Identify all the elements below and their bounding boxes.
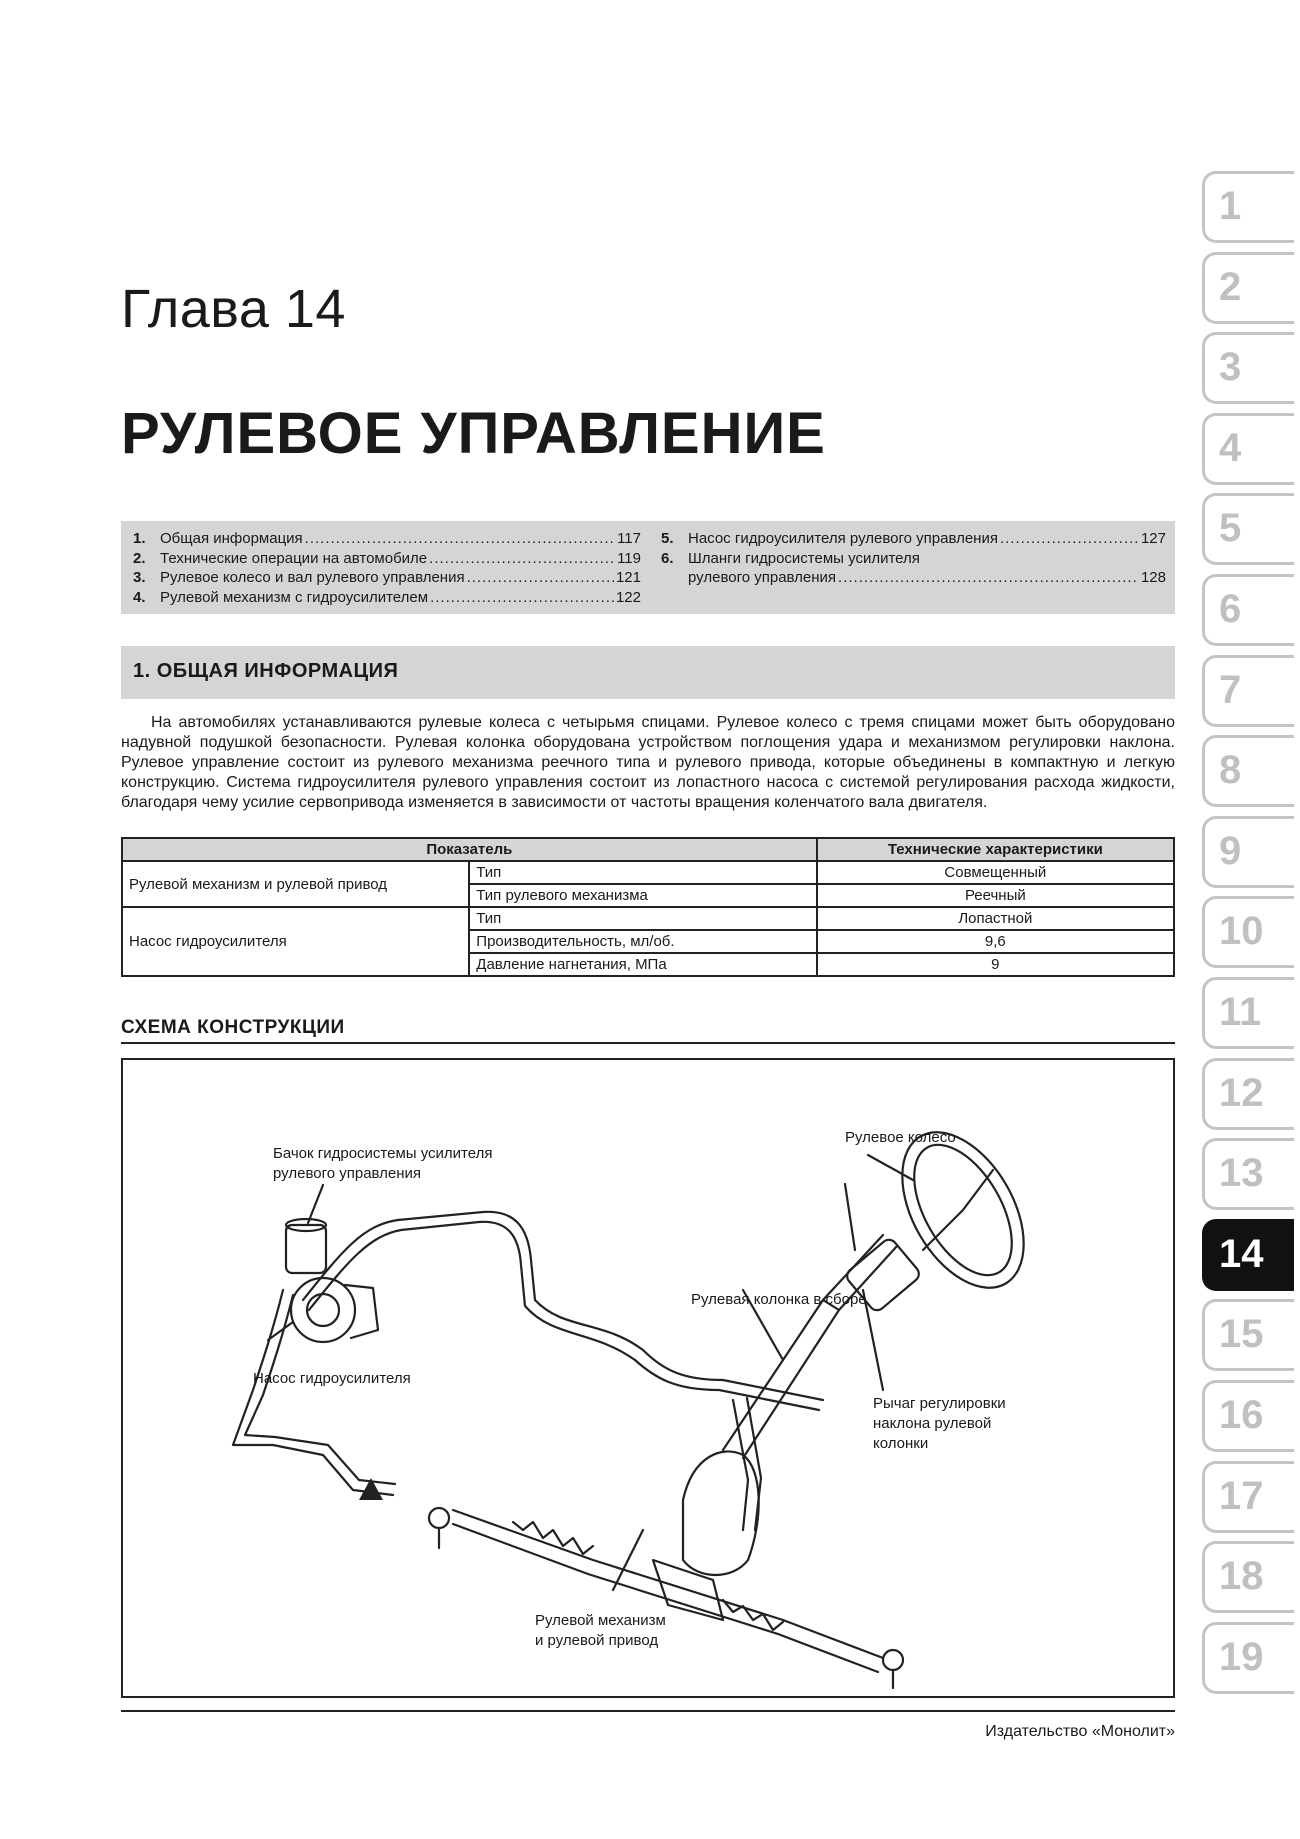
- schema-divider: [121, 1042, 1175, 1044]
- chapter-tab-18[interactable]: [1202, 1541, 1294, 1613]
- chapter-tab-17[interactable]: [1202, 1461, 1294, 1533]
- steering-diagram: [121, 1058, 1175, 1698]
- param-cell: Давление нагнетания, МПа: [469, 953, 816, 976]
- label-tilt-lever: Рычаг регулировки: [873, 1395, 1006, 1412]
- value-cell: Реечный: [817, 884, 1174, 907]
- chapter-tab-label: 12: [1219, 1070, 1264, 1115]
- toc-item[interactable]: 1. Общая информация ..... 117: [133, 529, 641, 549]
- chapter-tab-7[interactable]: [1202, 655, 1294, 727]
- label-steering-gear: Рулевой механизм: [535, 1612, 666, 1629]
- chapter-tab-label: 9: [1219, 828, 1242, 873]
- chapter-tab-label: 4: [1219, 425, 1242, 470]
- chapter-tab-label: 15: [1219, 1312, 1264, 1357]
- param-cell: Тип: [469, 907, 816, 930]
- chapter-tab-2[interactable]: [1202, 252, 1294, 324]
- section-title: 1. ОБЩАЯ ИНФОРМАЦИЯ: [133, 660, 399, 682]
- toc-item[interactable]: 5. Насос гидроусилителя рулевого управления ..... 127: [661, 529, 1166, 549]
- param-cell: Производительность, мл/об.: [469, 930, 816, 953]
- chapter-tab-6[interactable]: [1202, 574, 1294, 646]
- intro-paragraph: На автомобилях устанавливаются рулевые колеса с четырьмя спицами. Рулевое колесо с тремя спицами может быть оборудовано надувной подушкой безопасности. Рулевая колонка оборудована устройством поглощения удара и механизмом регулировки наклона. Рулевое управление состоит из рулевого механизма реечного типа и рулевого привода, которые объединены в компактную и легкую конструкцию. Система гидроусилителя рулевого управления состоит из лопастного насоса с системой регулирования расхода жидкости, благодаря чему усилие сервопривода изменяется в зависимости от частоты вращения коленчатого вала двигателя.: [121, 714, 1175, 811]
- chapter-tab-label: 10: [1219, 909, 1264, 954]
- steering-diagram-drawing: [123, 1060, 1173, 1696]
- chapter-tab-label: 19: [1219, 1634, 1264, 1679]
- header-spec: Технические характеристики: [817, 838, 1174, 861]
- table-header-row: [122, 838, 1174, 861]
- label-tilt-lever-line3: колонки: [873, 1435, 929, 1452]
- param-cell: Тип: [469, 861, 816, 884]
- value-cell: 9,6: [817, 930, 1174, 953]
- chapter-tab-label: 1: [1219, 184, 1242, 228]
- value-cell: Совмещенный: [817, 861, 1174, 884]
- chapter-tab-label: 14: [1219, 1231, 1264, 1276]
- chapter-tab-label: 17: [1219, 1473, 1264, 1518]
- chapter-tab-label: 16: [1219, 1393, 1264, 1437]
- param-cell: Тип рулевого механизма: [469, 884, 816, 907]
- label-tilt-lever-line2: наклона рулевой: [873, 1415, 992, 1432]
- group-name: Насос гидроусилителя: [122, 907, 469, 976]
- chapter-tab-label: 7: [1219, 667, 1242, 712]
- label-reservoir-line2: рулевого управления: [273, 1165, 422, 1182]
- chapter-tab-label: 5: [1219, 506, 1242, 551]
- chapter-tab-5[interactable]: [1202, 493, 1294, 565]
- chapter-tab-9[interactable]: [1202, 816, 1294, 888]
- footer-divider: [121, 1710, 1175, 1712]
- toc-item[interactable]: 3. Рулевое колесо и вал рулевого управления ..... 121: [133, 568, 641, 588]
- chapter-tab-8[interactable]: [1202, 735, 1294, 807]
- chapter-tab-10[interactable]: [1202, 896, 1294, 968]
- chapter-tab-15[interactable]: [1202, 1299, 1294, 1371]
- chapter-label: Глава 14: [121, 279, 346, 339]
- table-of-contents: [121, 521, 1175, 614]
- chapter-tab-19[interactable]: [1202, 1622, 1294, 1694]
- chapter-tab-4[interactable]: [1202, 413, 1294, 485]
- chapter-title: РУЛЕВОЕ УПРАВЛЕНИЕ: [121, 401, 826, 466]
- table-row: [122, 861, 1174, 884]
- chapter-tab-3[interactable]: [1202, 332, 1294, 404]
- label-steering-wheel: Рулевое колесо: [845, 1129, 956, 1146]
- label-steering-column: Рулевая колонка в сборе: [691, 1291, 867, 1308]
- label-pump: Насос гидроусилителя: [253, 1370, 411, 1387]
- chapter-tab-11[interactable]: [1202, 977, 1294, 1049]
- chapter-tab-13[interactable]: [1202, 1138, 1294, 1210]
- value-cell: Лопастной: [817, 907, 1174, 930]
- chapter-tab-12[interactable]: [1202, 1058, 1294, 1130]
- header-param: Показатель: [122, 838, 817, 861]
- chapter-tab-label: 11: [1219, 990, 1262, 1034]
- chapter-tab-label: 6: [1219, 587, 1242, 631]
- toc-item[interactable]: 2. Технические операции на автомобиле ..... 119: [133, 549, 641, 569]
- chapter-tab-label: 18: [1219, 1554, 1264, 1599]
- spec-table: [121, 837, 1175, 977]
- chapter-tab-14[interactable]: [1202, 1219, 1294, 1291]
- group-name: Рулевой механизм и рулевой привод: [122, 861, 469, 907]
- value-cell: 9: [817, 953, 1174, 976]
- label-reservoir: Бачок гидросистемы усилителя: [273, 1145, 493, 1162]
- chapter-tab-label: 13: [1219, 1151, 1264, 1196]
- section-header: [121, 646, 1175, 699]
- schema-heading: СХЕМА КОНСТРУКЦИИ: [121, 1017, 345, 1038]
- publisher-footer: Издательство «Монолит»: [985, 1723, 1175, 1740]
- label-steering-gear-line2: и рулевой привод: [535, 1632, 659, 1649]
- toc-item[interactable]: 4. Рулевой механизм с гидроусилителем ..... 122: [133, 588, 641, 608]
- chapter-tab-1[interactable]: [1202, 171, 1294, 243]
- chapter-tab-label: 2: [1219, 264, 1242, 309]
- chapter-tab-label: 8: [1219, 748, 1242, 793]
- table-row: [122, 907, 1174, 930]
- chapter-tab-16[interactable]: [1202, 1380, 1294, 1452]
- toc-item-continuation[interactable]: рулевого управления ..... 128: [661, 568, 1166, 588]
- chapter-tab-label: 3: [1219, 345, 1242, 390]
- toc-item[interactable]: 6. Шланги гидросистемы усилителя: [661, 549, 920, 567]
